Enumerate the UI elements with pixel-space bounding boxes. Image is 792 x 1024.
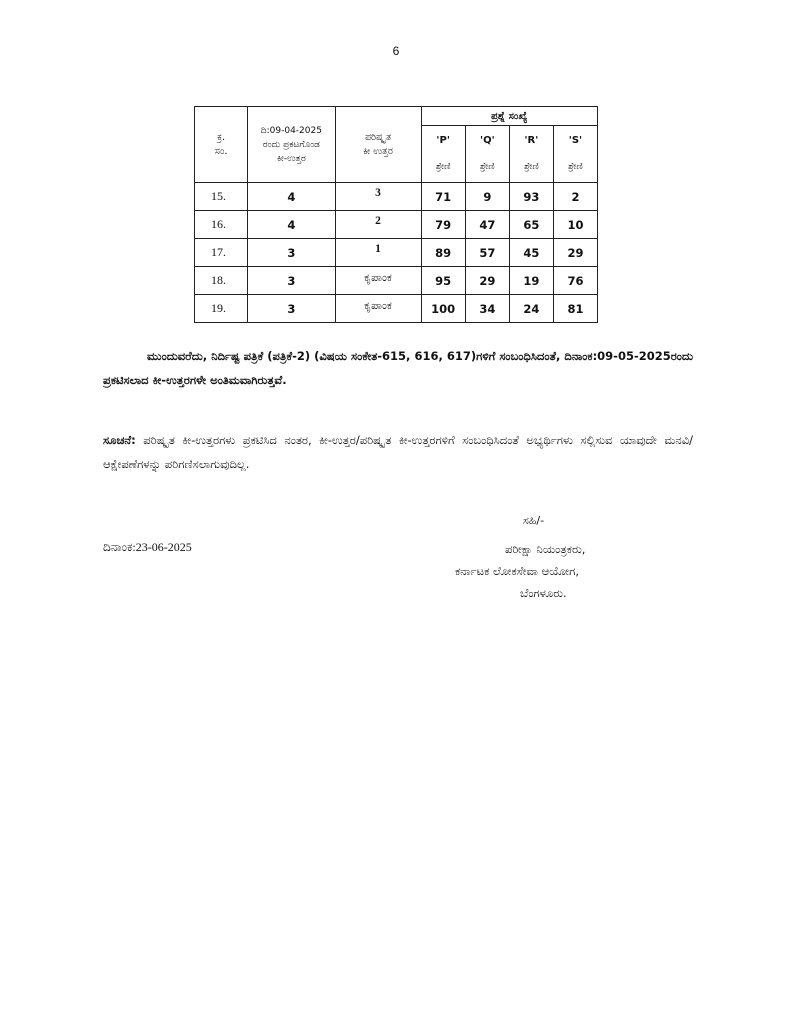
cell-revised: 2 bbox=[335, 211, 421, 239]
cell-s: 2 bbox=[553, 183, 597, 211]
cell-key: 3 bbox=[248, 267, 335, 295]
series-label: ಶ್ರೇಣಿ bbox=[568, 162, 583, 172]
header-series-q bbox=[465, 126, 509, 183]
header-date-line1: ದಿ:09-04-2025 bbox=[260, 125, 322, 136]
cell-s: 81 bbox=[553, 295, 597, 323]
table-row bbox=[195, 211, 598, 239]
cell-r: 19 bbox=[509, 267, 553, 295]
cell-r: 45 bbox=[509, 239, 553, 267]
cell-revised: ಕೃಪಾಂಕ bbox=[335, 267, 421, 295]
cell-r: 24 bbox=[509, 295, 553, 323]
cell-revised: ಕೃಪಾಂಕ bbox=[335, 295, 421, 323]
cell-q: 34 bbox=[465, 295, 509, 323]
cell-sl: 19. bbox=[195, 295, 248, 323]
header-series-p bbox=[421, 126, 465, 183]
cell-r: 65 bbox=[509, 211, 553, 239]
table-header-row bbox=[195, 107, 598, 126]
cell-sl: 15. bbox=[195, 183, 248, 211]
header-series-r bbox=[509, 126, 553, 183]
header-date-line2: ರಂದು ಪ್ರಕಟಗೊಂಡ bbox=[262, 139, 320, 150]
cell-q: 29 bbox=[465, 267, 509, 295]
header-sl-line2: ಸಂ. bbox=[214, 145, 228, 157]
series-label: ಶ್ರೇಣಿ bbox=[435, 162, 451, 172]
cell-key: 3 bbox=[248, 295, 335, 323]
cell-q: 57 bbox=[465, 239, 509, 267]
signatory-title: ಪರೀಕ್ಷಾ ನಿಯಂತ್ರಕರು, bbox=[505, 542, 586, 556]
note-label: ಸೂಚನೆ: bbox=[103, 433, 136, 447]
series-letter: 'P' bbox=[436, 135, 450, 146]
table-row bbox=[195, 267, 598, 295]
cell-revised: 3 bbox=[335, 183, 421, 211]
cell-q: 9 bbox=[465, 183, 509, 211]
cell-q: 47 bbox=[465, 211, 509, 239]
header-rev-line1: ಪರಿಷ್ಕೃತ bbox=[364, 131, 392, 143]
cell-revised: 1 bbox=[335, 239, 421, 267]
cell-s: 10 bbox=[553, 211, 597, 239]
cell-p: 100 bbox=[421, 295, 465, 323]
note-paragraph bbox=[103, 428, 693, 476]
header-question-number: ಪ್ರಶ್ನೆ ಸಂಖ್ಯೆ bbox=[421, 107, 598, 126]
cell-sl: 18. bbox=[195, 267, 248, 295]
signatory-city: ಬೆಂಗಳೂರು. bbox=[520, 586, 567, 600]
cell-s: 29 bbox=[553, 239, 597, 267]
series-label: ಶ್ರೇಣಿ bbox=[480, 162, 495, 172]
series-letter: 'S' bbox=[568, 135, 583, 146]
cell-p: 79 bbox=[421, 211, 465, 239]
header-revised-key bbox=[335, 107, 421, 183]
cell-key: 4 bbox=[248, 183, 335, 211]
cell-key: 4 bbox=[248, 211, 335, 239]
final-key-paragraph: ಮುಂದುವರೆದು, ನಿರ್ದಿಷ್ಟ ಪತ್ರಿಕೆ (ಪತ್ರಿಕೆ-2) (ವಿಷಯ ಸಂಕೇತ-615, 616, 617)ಗಳಿಗೆ ಸಂಬಂಧಿಸಿದಂತೆ, ದಿನಾಂಕ:09-05-2025ರಂದು ಪ್ರಕಟಿಸಲಾದ ಕೀ-ಉತ್ತರಗಳೇ ಅಂತಿಮವಾಗಿರುತ್ತವೆ. bbox=[103, 349, 693, 387]
table-row bbox=[195, 239, 598, 267]
cell-sl: 16. bbox=[195, 211, 248, 239]
cell-key: 3 bbox=[248, 239, 335, 267]
series-letter: 'R' bbox=[524, 135, 539, 146]
table-row bbox=[195, 183, 598, 211]
cell-r: 93 bbox=[509, 183, 553, 211]
issue-date: ದಿನಾಂಕ:23-06-2025 bbox=[103, 540, 192, 554]
note-text: ಪರಿಷ್ಕೃತ ಕೀ-ಉತ್ತರಗಳು ಪ್ರಕಟಿಸಿದ ನಂತರ, ಕೀ-ಉತ್ತರ/ಪರಿಷ್ಕೃತ ಕೀ-ಉತ್ತರಗಳಿಗೆ ಸಂಬಂಧಿಸಿದಂತೆ ಅಭ್ಯರ್ಥಿಗಳು ಸಲ್ಲಿಸುವ ಯಾವುದೇ ಮನವಿ/ಆಕ್ಷೇಪಣೆಗಳನ್ನು ಪರಿಗಣಿಸಲಾಗುವುದಿಲ್ಲ. bbox=[103, 433, 693, 471]
page-number: 6 bbox=[392, 44, 400, 58]
header-series-s bbox=[553, 126, 597, 183]
signature-mark: ಸಹಿ/- bbox=[523, 514, 545, 527]
header-sl-no bbox=[195, 107, 248, 183]
table-row bbox=[195, 295, 598, 323]
signatory-organisation: ಕರ್ನಾಟಕ ಲೋಕಸೇವಾ ಆಯೋಗ, bbox=[455, 564, 579, 578]
header-sl-line1: ಕ್ರ. bbox=[217, 131, 226, 143]
series-letter: 'Q' bbox=[480, 135, 495, 146]
series-label: ಶ್ರೇಣಿ bbox=[524, 162, 539, 172]
key-answer-table bbox=[194, 106, 598, 323]
cell-p: 71 bbox=[421, 183, 465, 211]
cell-p: 89 bbox=[421, 239, 465, 267]
header-rev-line2: ಕೀ ಉತ್ತರ bbox=[363, 145, 393, 157]
cell-sl: 17. bbox=[195, 239, 248, 267]
cell-s: 76 bbox=[553, 267, 597, 295]
header-published-key bbox=[248, 107, 335, 183]
header-date-line3: ಕೀ-ಉತ್ತರ bbox=[277, 153, 306, 164]
cell-p: 95 bbox=[421, 267, 465, 295]
